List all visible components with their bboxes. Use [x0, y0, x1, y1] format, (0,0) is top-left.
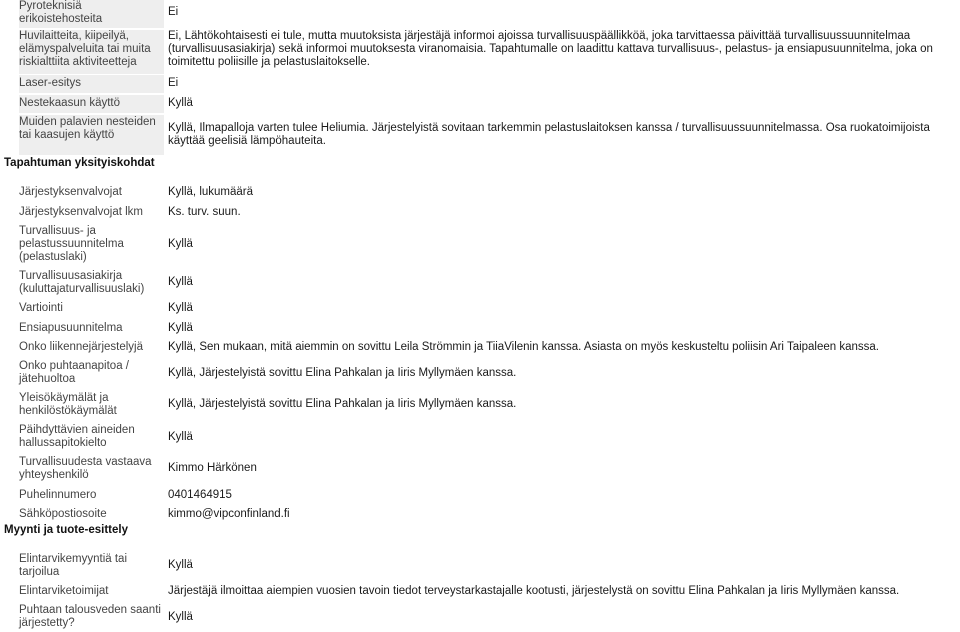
label-food-sales: Elintarvikemyyntiä tai tarjoilua [19, 553, 128, 578]
value-laser-show: Ei [168, 77, 179, 89]
label-security-guards: Järjestyksenvalvojat [19, 186, 122, 198]
label-laser-show: Laser-esitys [19, 77, 81, 89]
label-traffic-arrangements: Onko liikennejärjestelyjä [19, 341, 144, 353]
section-title-sales: Myynti ja tuote-esittely [4, 524, 128, 536]
value-first-aid-plan: Kyllä [168, 322, 193, 334]
value-toilets: Kyllä, Järjestelyistä sovittu Elina Pahkalan ja Iiris Myllymäen kanssa. [168, 398, 517, 410]
label-pyrotechnics: Pyroteknisiä erikoistehosteita [19, 0, 103, 25]
value-flammables: Kyllä, Ilmapalloja varten tulee Heliumia. Järjestelyistä sovitaan tarkemmin pelastuslaitoksen kanssa / turvallisuussuunnitelmassa. Osa ruokatoimijoista käyttää geelisiä lämpöhauteita. [168, 122, 930, 147]
label-drinking-water: Puhtaan talousveden saanti järjestetty? [19, 604, 161, 629]
label-safety-contact: Turvallisuudesta vastaava yhteyshenkilö [19, 456, 152, 481]
label-guarding: Vartiointi [19, 302, 63, 314]
value-guarding: Kyllä [168, 302, 193, 314]
label-phone-number: Puhelinnumero [19, 489, 97, 501]
label-lpg-use: Nestekaasun käyttö [19, 97, 121, 109]
label-amusement-rides: Huvilaitteita, kiipeilyä, elämyspalveluita tai muita riskialttiita aktiviteetteja [19, 30, 151, 68]
label-safety-document: Turvallisuusasiakirja (kuluttajaturvallisuuslaki) [19, 270, 145, 295]
value-waste-management: Kyllä, Järjestelyistä sovittu Elina Pahkalan ja Iiris Myllymäen kanssa. [168, 367, 517, 379]
value-drinking-water: Kyllä [168, 611, 193, 623]
label-rescue-plan: Turvallisuus- ja pelastussuunnitelma (pelastuslaki) [19, 225, 124, 263]
value-lpg-use: Kyllä [168, 97, 193, 109]
label-intoxicants-ban: Päihdyttävien aineiden hallussapitokielto [19, 424, 135, 449]
label-waste-management: Onko puhtaanapitoa / jätehuoltoa [19, 360, 129, 385]
value-intoxicants-ban: Kyllä [168, 431, 193, 443]
value-traffic-arrangements: Kyllä, Sen mukaan, mitä aiemmin on sovittu Leila Strömmin ja TiiaVilenin kanssa. Asiasta on myös keskusteltu poliisin Ari Taipaleen kanssa. [168, 341, 880, 353]
label-email: Sähköpostiosoite [19, 508, 107, 520]
label-first-aid-plan: Ensiapusuunnitelma [19, 322, 123, 334]
label-toilets: Yleisökäymälät ja henkilöstökäymälät [19, 392, 117, 417]
section-title-event-details: Tapahtuman yksityiskohdat [4, 157, 155, 169]
value-phone-number: 0401464915 [168, 489, 232, 501]
value-rescue-plan: Kyllä [168, 238, 193, 250]
value-safety-document: Kyllä [168, 276, 193, 288]
value-email: kimmo@vipconfinland.fi [168, 508, 290, 520]
value-pyrotechnics: Ei [168, 6, 179, 18]
value-safety-contact: Kimmo Härkönen [168, 462, 257, 474]
label-food-operators: Elintarviketoimijat [19, 585, 109, 597]
value-security-guard-count: Ks. turv. suun. [168, 206, 241, 218]
value-amusement-rides: Ei, Lähtökohtaisesti ei tule, mutta muutoksista järjestäjä informoi ajoissa turvallisuuspäällikköä, joka tarvittaessa päivittää turvallisuussuunnitelmaa (turvallisuusasiakirja) sekä informoi muutoksesta viranomaisia. Tapahtumalle on laadittu kattava turvallisuus-, pelastus- ja ensiapusuunnitelma, joka on toimitettu poliisille ja pelastuslaitokselle. [168, 30, 933, 68]
label-flammables: Muiden palavien nesteiden tai kaasujen käyttö [19, 116, 156, 141]
value-food-sales: Kyllä [168, 559, 193, 571]
value-food-operators: Järjestäjä ilmoittaa aiempien vuosien tavoin tiedot terveystarkastajalle kootusti, järjestelystä on sovittu Elina Pahkalan ja Iiris Myllymäen kanssa. [168, 585, 900, 597]
value-security-guards: Kyllä, lukumäärä [168, 186, 254, 198]
label-security-guard-count: Järjestyksenvalvojat lkm [19, 206, 143, 218]
